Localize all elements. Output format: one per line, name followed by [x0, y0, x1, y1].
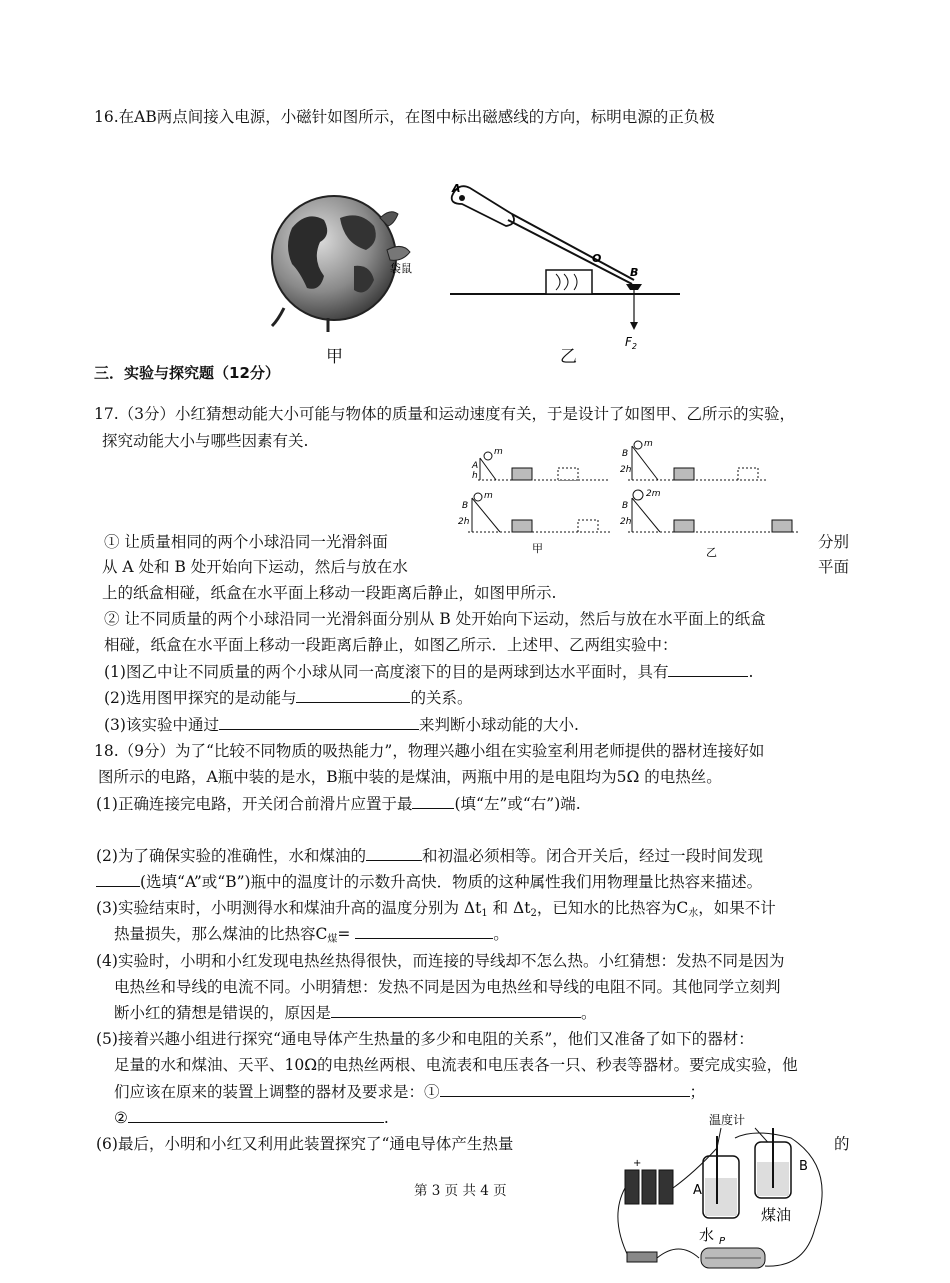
q16-text: 16.在AB两点间接入电源，小磁针如图所示，在图中标出磁感线的方向，标明电源的正负极	[94, 108, 715, 126]
svg-text:m: m	[484, 491, 493, 501]
q18-s2-b: (选填“A”或“B”)瓶中的温度计的示数升高快．物质的这种属性我们用物理量比热容来描述。	[96, 871, 762, 893]
svg-text:2m: 2m	[646, 489, 661, 499]
q17-line2: 探究动能大小与哪些因素有关.	[102, 432, 309, 450]
incline-figure	[448, 440, 818, 562]
label-a: A	[452, 182, 461, 195]
svg-text:B: B	[462, 501, 469, 511]
q18-s4-c: 断小红的猜想是错误的，原因是 。	[114, 1004, 597, 1022]
q18-s6-right: 的	[834, 1135, 850, 1153]
q17-s1: (1)图乙中让不同质量的两个小球从同一高度滚下的目的是两球到达水平面时，具有 .	[104, 663, 754, 681]
answer-blank[interactable]	[128, 1107, 384, 1123]
answer-blank[interactable]	[296, 687, 410, 703]
label-b: B	[630, 266, 639, 279]
kangaroo-label: 袋鼠	[390, 262, 412, 275]
q18-s5-d: ② .	[114, 1109, 389, 1127]
svg-text:A: A	[693, 1183, 702, 1198]
svg-text:B: B	[622, 449, 629, 459]
answer-blank[interactable]	[412, 793, 454, 809]
q18-s5-c: 们应该在原来的装置上调整的器材及要求是：① ；	[114, 1083, 706, 1101]
q18-s3-a: (3)实验结束时，小明测得水和煤油升高的温度分别为 $\Delta t_1$ 和 $\Delta t_2$，已知水的比热容为$C_水$，如果不计	[96, 899, 776, 919]
q17-p2-a: ② 让不同质量的两个小球沿同一光滑斜面分别从 B 处开始向下运动，然后与放在水平面上的纸盒	[104, 610, 766, 628]
q18-s1: (1)正确连接完电路，开关闭合前滑片应置于最 (填“左”或“右”)端.	[96, 795, 581, 813]
q18-s2-a: (2)为了确保实验的准确性，水和煤油的 和初温必须相等。闭合开关后，经过一段时间发现	[96, 847, 763, 865]
q18-s3-b: 热量损失，那么煤油的比热容$C_煤=$ 。	[114, 925, 509, 945]
answer-blank[interactable]	[440, 1081, 690, 1097]
globe-figure	[262, 180, 412, 335]
svg-text:B: B	[622, 501, 629, 511]
svg-text:水: 水	[699, 1226, 715, 1244]
svg-text:+: +	[633, 1158, 642, 1169]
label-f: $F_2$	[625, 335, 637, 351]
answer-blank[interactable]	[96, 871, 140, 887]
svg-text:m: m	[644, 440, 653, 449]
answer-blank[interactable]	[331, 1002, 581, 1018]
q17-line1: 17.（3分）小红猜想动能大小可能与物体的质量和运动速度有关，于是设计了如图甲、乙所示的实验，	[94, 405, 796, 423]
svg-text:P: P	[719, 1236, 726, 1247]
circuit-figure	[605, 1108, 845, 1278]
answer-blank[interactable]	[219, 714, 419, 730]
answer-blank[interactable]	[355, 923, 493, 939]
q18-s4-a: (4)实验时，小明和小红发现电热丝热得很快，而连接的导线却不怎么热。小红猜想：发热不同是因为	[96, 952, 785, 970]
svg-text:煤油: 煤油	[761, 1206, 792, 1224]
q18-line1: 18.（9分）为了“比较不同物质的吸热能力”，物理兴趣小组在实验室利用老师提供的器材连接好如	[94, 742, 765, 760]
q17-p1-c: 上的纸盒相碰，纸盒在水平面上移动一段距离后静止，如图甲所示.	[102, 584, 557, 602]
q18-s5-a: (5)接着兴趣小组进行探究“通电导体产生热量的多少和电阻的关系”，他们又准备了如下的器材：	[96, 1030, 754, 1048]
q18-s6: (6)最后，小明和小红又利用此装置探究了“通电导体产生热量	[96, 1135, 514, 1153]
q17-s3: (3)该实验中通过 来判断小球动能的大小.	[104, 716, 579, 734]
svg-text:B: B	[799, 1159, 808, 1174]
figure-left-caption: 甲	[326, 347, 343, 367]
q17-s2: (2)选用图甲探究的是动能与 的关系。	[104, 689, 473, 707]
label-o: O	[592, 252, 602, 265]
answer-blank[interactable]	[366, 845, 422, 861]
q18-s4-b: 电热丝和导线的电流不同。小明猜想：发热不同是因为电热丝和导线的电阻不同。其他同学立刻判	[114, 978, 781, 996]
q18-s5-b: 足量的水和煤油、天平、10Ω的电热丝两根、电流表和电压表各一只、秒表等器材。要完成实验，他	[114, 1056, 798, 1074]
ball-label: m	[494, 447, 503, 457]
figure-right-caption: 乙	[560, 347, 577, 367]
q18-line2: 图所示的电路，A瓶中装的是水，B瓶中装的是煤油，两瓶中用的是电阻均为5Ω 的电热丝。	[98, 768, 722, 786]
svg-text:2h: 2h	[620, 465, 632, 475]
svg-text:甲: 甲	[532, 542, 543, 555]
section-title: 三．实验与探究题（12分）	[94, 364, 280, 382]
kangaroo-shape	[387, 246, 410, 260]
svg-text:2h: 2h	[458, 517, 470, 527]
lever-figure	[448, 178, 683, 353]
svg-text:2h: 2h	[620, 517, 632, 527]
fulcrum-block	[546, 270, 592, 294]
q17-p2-b: 相碰，纸盒在水平面上移动一段距离后静止，如图乙所示．上述甲、乙两组实验中：	[104, 636, 678, 654]
thermometer-label: 温度计	[709, 1113, 746, 1127]
answer-blank[interactable]	[668, 661, 748, 677]
q17-p1-a-right: 分别	[818, 533, 850, 551]
q17-p1-a: ① 让质量相同的两个小球沿同一光滑斜面	[104, 533, 388, 551]
page-footer: 第 3 页 共 4 页	[414, 1183, 507, 1199]
svg-text:乙: 乙	[706, 546, 717, 559]
svg-text:h: h	[472, 471, 478, 481]
lever-handle	[452, 186, 514, 226]
q17-p1-b: 从 A 处和 B 处开始向下运动，然后与放在水	[102, 558, 408, 576]
q17-p1-b-right: 平面	[818, 558, 850, 576]
svg-text:A: A	[472, 461, 479, 471]
